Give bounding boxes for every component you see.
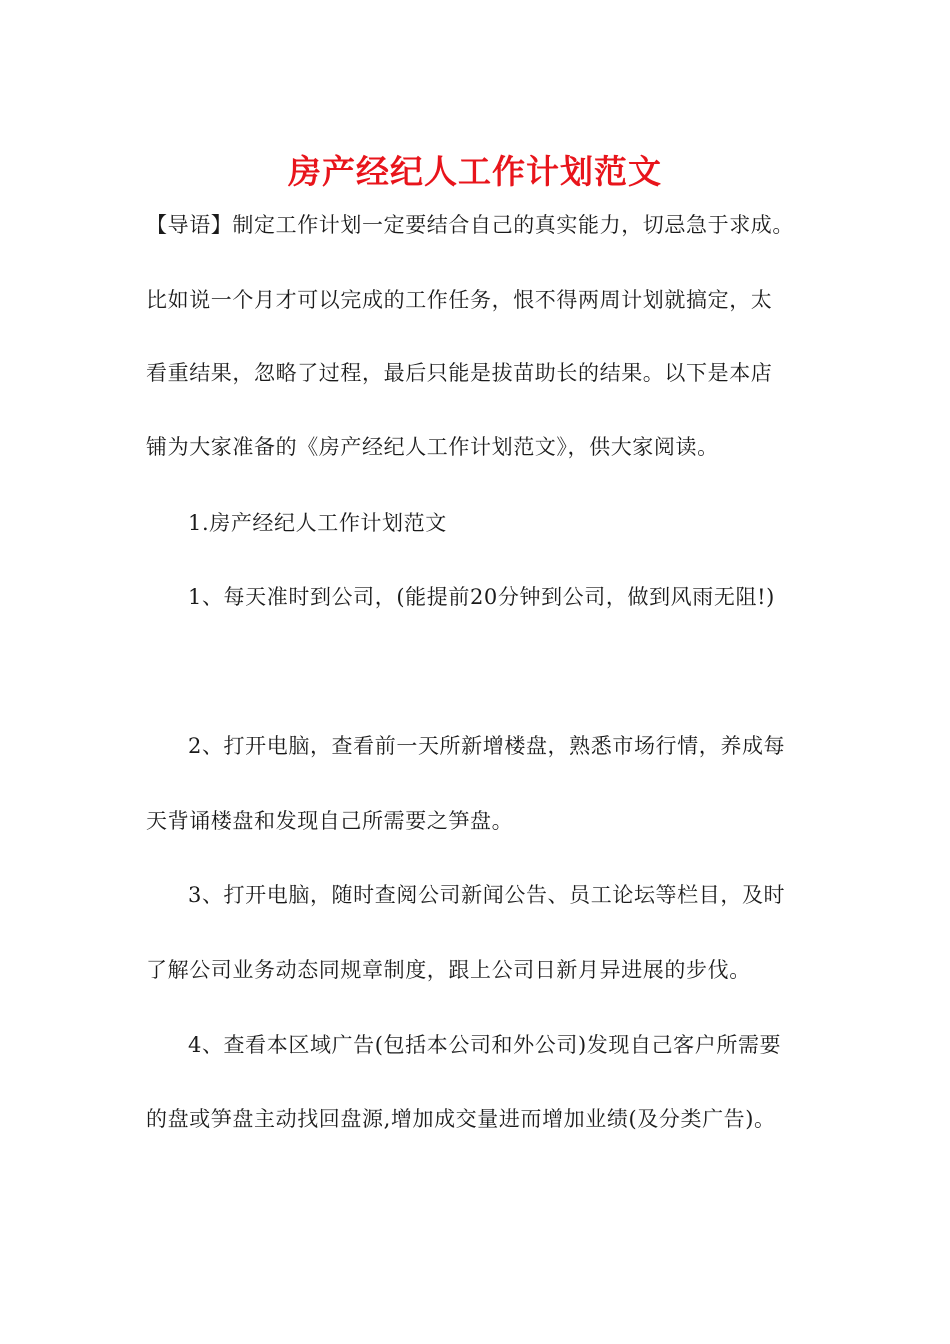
plan-item-3-line-2: 了解公司业务动态同规章制度，跟上公司日新月异进展的步伐。 [146, 958, 751, 982]
section-heading: 1.房产经纪人工作计划范文 [188, 511, 447, 535]
plan-item-4-line-1: 4、查看本区域广告(包括本公司和外公司)发现自己客户所需要 [188, 1033, 782, 1057]
intro-line-3: 看重结果，忽略了过程，最后只能是拔苗助长的结果。以下是本店 [146, 361, 773, 385]
plan-item-2-line-2: 天背诵楼盘和发现自己所需要之笋盘。 [146, 809, 514, 833]
plan-item-2-line-1: 2、打开电脑，查看前一天所新增楼盘，熟悉市场行情，养成每 [188, 734, 786, 758]
intro-line-4: 铺为大家准备的《房产经纪人工作计划范文》，供大家阅读。 [146, 435, 719, 459]
plan-item-3-line-1: 3、打开电脑，随时查阅公司新闻公告、员工论坛等栏目，及时 [188, 883, 786, 907]
intro-line-1: 【导语】制定工作计划一定要结合自己的真实能力，切忌急于求成。 [146, 213, 794, 237]
plan-item-4-line-2: 的盘或笋盘主动找回盘源,增加成交量进而增加业绩(及分类广告)。 [146, 1107, 776, 1131]
intro-line-2: 比如说一个月才可以完成的工作任务，恨不得两周计划就搞定，太 [146, 288, 773, 312]
document-title: 房产经纪人工作计划范文 [288, 152, 662, 191]
plan-item-1: 1、每天准时到公司，(能提前20分钟到公司，做到风雨无阻!) [188, 585, 775, 609]
